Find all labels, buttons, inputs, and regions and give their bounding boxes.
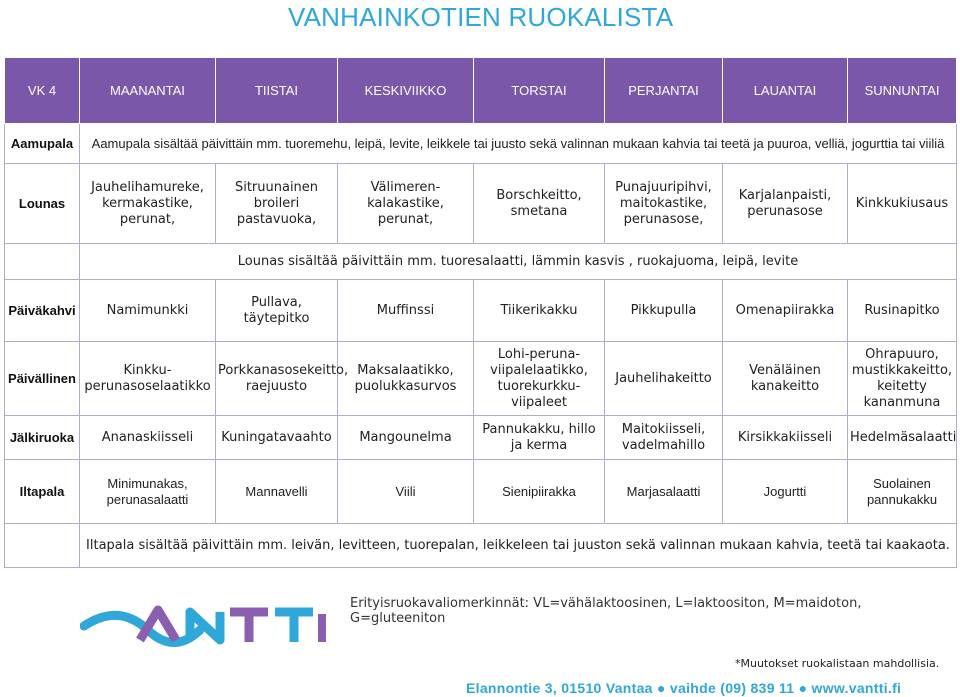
day-tuesday: TIISTAI <box>216 58 338 124</box>
lounas-item: Välimeren-kalakastike, perunat, <box>338 164 474 244</box>
paivallinen-item: Ohrapuuro, mustikkakeitto, keitetty kananmuna <box>848 342 957 416</box>
jalkiruoka-item: Ananaskiisseli <box>80 416 216 460</box>
lounas-note-row <box>5 244 957 280</box>
paivakahvi-item: Pikkupulla <box>605 280 723 342</box>
jalkiruoka-item: Kuningatavaahto <box>216 416 338 460</box>
iltapala-note: Iltapala sisältää päivittäin mm. leivän, levitteen, tuorepalan, leikkeleen tai juuston sekä valinnan mukaan kahvia, teetä tai kaakaota. <box>80 524 957 568</box>
lounas-item: Karjalanpaisti, perunasose <box>723 164 848 244</box>
jalkiruoka-item: Hedelmäsalaatti <box>848 416 957 460</box>
paivakahvi-item: Pullava, täytepitko <box>216 280 338 342</box>
paivallinen-item: Porkkanasosekeitto, raejuusto <box>216 342 338 416</box>
paivakahvi-item: Tiikerikakku <box>474 280 605 342</box>
jalkiruoka-row <box>5 416 957 460</box>
day-sunday: SUNNUNTAI <box>848 58 957 124</box>
row-label-jalkiruoka: Jälkiruoka <box>5 416 80 460</box>
iltapala-note-row <box>5 524 957 568</box>
paivallinen-item: Lohi-peruna-viipalelaatikko, tuorekurkku-viipaleet <box>474 342 605 416</box>
jalkiruoka-item: Mangounelma <box>338 416 474 460</box>
iltapala-row <box>5 460 957 524</box>
paivakahvi-row <box>5 280 957 342</box>
day-thursday: TORSTAI <box>474 58 605 124</box>
paivallinen-row <box>5 342 957 416</box>
jalkiruoka-item: Kirsikkakiisseli <box>723 416 848 460</box>
aamupala-row <box>5 124 957 164</box>
iltapala-item: Suolainen pannukakku <box>848 460 957 524</box>
lounas-item: Punajuuripihvi, maitokastike, perunasose, <box>605 164 723 244</box>
row-label-paivallinen: Päivällinen <box>5 342 80 416</box>
diet-info: Erityisruokavaliomerkinnät: VL=vähälaktoosinen, L=laktoositon, M=maidoton, G=gluteeniton <box>350 596 862 626</box>
paivakahvi-item: Muffinssi <box>338 280 474 342</box>
lounas-item: Sitruunainen broileri pastavuoka, <box>216 164 338 244</box>
day-wednesday: KESKIVIIKKO <box>338 58 474 124</box>
week-label: VK 4 <box>5 58 80 124</box>
iltapala-item: Jogurtti <box>723 460 848 524</box>
paivakahvi-item: Omenapiirakka <box>723 280 848 342</box>
row-label-iltapala: Iltapala <box>5 460 80 524</box>
paivallinen-item: Maksalaatikko, puolukkasurvos <box>338 342 474 416</box>
iltapala-item: Sienipiirakka <box>474 460 605 524</box>
iltapala-item: Minimunakas, perunasalaatti <box>80 460 216 524</box>
paivakahvi-item: Rusinapitko <box>848 280 957 342</box>
vantti-logo <box>80 592 330 662</box>
menu-table <box>4 57 957 568</box>
lounas-item: Kinkkukiusaus <box>848 164 957 244</box>
row-label-lounas: Lounas <box>5 164 80 244</box>
header-row <box>5 58 957 124</box>
lounas-row <box>5 164 957 244</box>
iltapala-item: Viili <box>338 460 474 524</box>
row-label-aamupala: Aamupala <box>5 124 80 164</box>
lounas-note: Lounas sisältää päivittäin mm. tuoresalaatti, lämmin kasvis , ruokajuoma, leipä, levite <box>80 244 957 280</box>
iltapala-item: Mannavelli <box>216 460 338 524</box>
day-monday: MAANANTAI <box>80 58 216 124</box>
changes-note: *Muutokset ruokalistaan mahdollisia. <box>735 657 940 670</box>
lounas-item: Jauhelihamureke, kermakastike, perunat, <box>80 164 216 244</box>
day-saturday: LAUANTAI <box>723 58 848 124</box>
day-friday: PERJANTAI <box>605 58 723 124</box>
page-title: VANHAINKOTIEN RUOKALISTA <box>288 2 674 32</box>
paivallinen-item: Kinkku-perunasoselaatikko <box>80 342 216 416</box>
paivakahvi-item: Namimunkki <box>80 280 216 342</box>
jalkiruoka-item: Maitokiisseli, vadelmahillo <box>605 416 723 460</box>
paivallinen-item: Venäläinen kanakeitto <box>723 342 848 416</box>
jalkiruoka-item: Pannukakku, hillo ja kerma <box>474 416 605 460</box>
footer-contact: Elannontie 3, 01510 Vantaa ● vaihde (09) 839 11 ● www.vantti.fi <box>466 680 902 696</box>
iltapala-item: Marjasalaatti <box>605 460 723 524</box>
paivallinen-item: Jauhelihakeitto <box>605 342 723 416</box>
aamupala-text: Aamupala sisältää päivittäin mm. tuoremehu, leipä, levite, leikkele tai juusto sekä valinnan mukaan kahvia tai teetä ja puuroa, velliä, jogurttia tai viiliä <box>80 124 957 164</box>
lounas-item: Borschkeitto, smetana <box>474 164 605 244</box>
row-label-paivakahvi: Päiväkahvi <box>5 280 80 342</box>
